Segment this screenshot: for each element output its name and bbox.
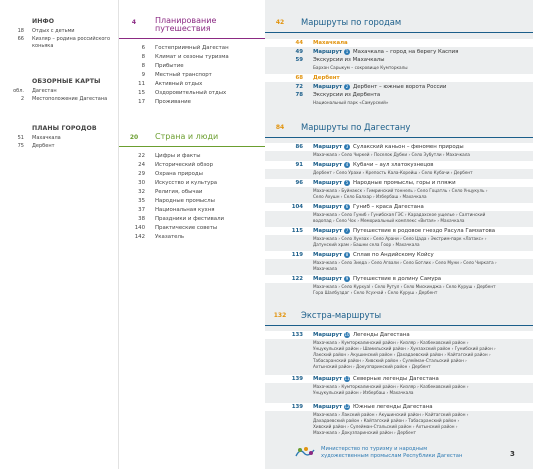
country-item[interactable] [119,233,266,241]
route-number-icon: 7 [345,228,349,233]
item-page: 11 [138,81,145,87]
route-number-icon: 12 [344,404,350,409]
country-item[interactable] [119,215,266,223]
route-band[interactable] [265,375,533,383]
route-label: Маршрут [313,404,343,410]
route-page: 122 [291,276,303,282]
route-title-wrap [265,331,533,339]
route-title: Экскурсии из Дербента [313,92,381,98]
route-title: Кубачи – аул златокузнецов [353,162,434,168]
item-text: Прибытие [155,63,184,69]
route-label: Маршрут [313,332,343,338]
info-item-text: Отдых с детьми [32,28,75,34]
route-page: 91 [295,162,303,168]
route-label: Маршрут [313,49,343,55]
route-stops: Лакский район › Акушинский район › Дахадаевский район › Кайтагский район › [313,352,491,357]
route-title: Сулакский каньон – феномен природы [353,144,464,150]
planning-title-line2: путешествия [155,24,211,34]
planning-title [155,17,216,34]
extreme-page-number: 132 [273,312,287,319]
item-page: 37 [138,207,145,213]
route-page: 104 [291,204,303,210]
route-title: Гуниб – краса Дагестана [353,204,424,210]
sidebar-index [0,0,118,469]
route-title-wrap [265,179,533,187]
route-title: Путешествие в родовое гнездо Расула Гамзатова [353,228,496,234]
country-header[interactable] [119,133,266,145]
info-item-page: 66 [17,36,24,42]
planning-item[interactable] [119,98,266,106]
city-plan-text: Дербент [32,143,55,149]
planning-title-line1: Планирование [155,16,217,25]
route-title: Дербент – южные ворота России [353,84,447,90]
route-band[interactable] [265,251,533,259]
maps-heading: ОБЗОРНЫЕ КАРТЫ [32,78,101,85]
ministry-name [321,446,491,459]
route-item[interactable] [265,56,533,64]
route-stops: Национальный парк «Самурский» [313,100,389,105]
route-stops: Табасаранский район › Хивский район › Сулейман-Стальский район › [313,358,467,363]
route-label: Маршрут [313,376,343,382]
route-number-icon: 9 [345,276,349,281]
dagestan-page-number: 84 [275,124,285,131]
route-stops: Махачкала › Лакский район › Акушинский район › Кайтагский район › [313,412,469,417]
route-stops: Унцукульский район › Шамильский район › Хунзахский район › Гунибский район › [313,346,496,351]
item-page: 8 [141,54,145,60]
route-title-wrap [265,403,533,411]
planning-section [119,18,266,38]
route-stops: Махачкала › Село Гуниб › Гунибская ГЭС › Карадахское ущелье › Салтинский [313,212,486,217]
route-stops: Бархан Сарыкум – сокровище Кумторкалы [313,65,408,70]
item-text: Национальная кухня [155,207,215,213]
route-band[interactable] [265,203,533,211]
planning-divider [119,38,266,39]
route-title: Махачкала – город на берегу Каспия [353,49,459,55]
item-text: Народные промыслы [155,198,215,204]
country-item[interactable] [119,161,266,169]
route-stops: Махачкала › Кумторкалинский район › Кизляр › Казбековский район › [313,340,469,345]
route-number-icon: 11 [344,376,350,381]
country-page-number: 20 [129,134,139,141]
item-page: 29 [138,171,145,177]
route-stops: водопад › Село Чох › Мемориальный комплекс «Витая» › Махачкала [313,218,465,223]
item-page: 35 [138,198,145,204]
route-title: Легенды Дагестана [353,332,410,338]
country-item[interactable] [119,179,266,187]
city-page: 44 [295,40,303,46]
city-plan-page: 75 [17,143,24,149]
page-number: 3 [510,450,515,458]
route-label: Маршрут [313,252,343,258]
route-stops: Гора Шалбуздаг › Село Усухчай › Село Куруш › Дербент [313,290,438,295]
extreme-title: Экстра-маршруты [301,310,382,320]
country-item[interactable] [119,206,266,214]
planning-page-number: 4 [131,19,137,26]
route-title-wrap [265,275,533,283]
route-page: 78 [295,92,303,98]
country-section [119,133,266,145]
route-page: 59 [295,57,303,63]
route-band[interactable] [265,143,533,151]
cities-page-number: 42 [275,19,285,26]
item-text: Охрана природы [155,171,203,177]
route-number-icon: 6 [345,204,349,209]
route-number-icon: 4 [345,162,349,167]
planning-item[interactable] [119,71,266,79]
info-heading: ИНФО [32,18,55,25]
ministry-name-line1: Министерство по туризму и народным [321,446,428,452]
planning-header[interactable] [119,18,266,38]
extreme-header[interactable] [265,309,533,323]
route-stops: Махачкала › Село Зиеда › Село Агвали › Село Ботлих › Село Муни › Село Чирката › [313,260,497,265]
item-text: Религия, обычаи [155,189,203,195]
route-page: 133 [291,332,303,338]
item-page: 22 [138,153,145,159]
city-name: Махачкала [313,40,348,46]
city-name: Дербент [313,75,340,81]
item-text: Климат и сезоны туризма [155,54,229,60]
item-text: Исторический обзор [155,162,214,168]
item-page: 9 [141,72,145,78]
route-title: Народные промыслы, горы и пляжи [353,180,456,186]
route-band[interactable] [265,275,533,283]
planning-column [118,0,265,469]
planning-item[interactable] [119,53,266,61]
route-label: Маршрут [313,204,343,210]
item-page: 32 [138,189,145,195]
extreme-divider [265,325,533,326]
route-label: Маршрут [313,180,343,186]
city-band-makhachkala[interactable] [265,39,533,47]
route-band[interactable] [265,331,533,339]
route-stops: Дахадаевский район › Кайтагский район › Табасаранский район › [313,418,460,423]
maps-item-page: обл. [13,88,24,94]
route-item[interactable] [265,91,533,99]
route-stops: Махачкала › Село Хунзах › Село Арани › Село Цада › Экстрим-парк «Латакс» › [313,236,487,241]
item-page: 142 [134,234,145,240]
maps-item-text: Местоположение Дагестана [32,96,108,102]
route-band[interactable] [265,179,533,187]
route-title-wrap [265,251,533,259]
city-page: 68 [295,75,303,81]
route-page: 86 [295,144,303,150]
city-band-derbent[interactable] [265,74,533,82]
route-title-wrap [265,203,533,211]
planning-item[interactable] [119,89,266,97]
route-number-icon: 2 [345,84,349,89]
info-item-text: Кизляр – родина российского коньяка [32,36,111,49]
route-page: 139 [291,404,303,410]
item-text: Цифры и факты [155,153,201,159]
route-band[interactable] [265,161,533,169]
route-stops: Махачкала [313,266,338,271]
route-title: Северные легенды Дагестана [353,376,439,382]
route-title-wrap [265,375,533,383]
route-stops: Унцукульский район › Избербаш › Махачкала [313,390,414,395]
item-text: Праздники и фестивали [155,216,225,222]
route-title-wrap [265,161,533,169]
item-text: Местный транспорт [155,72,212,78]
item-text: Проживание [155,99,191,105]
planning-item[interactable] [119,62,266,70]
maps-item-page: 2 [20,96,24,102]
route-stops: Махачкала › Буйнакск › Гимринский тоннель › Село Гоцатль › Село Унцукуль › [313,188,488,193]
cities-title: Маршруты по городам [301,17,402,27]
country-item[interactable] [119,224,266,232]
cities-divider [265,32,533,33]
city-plan-text: Махачкала [32,135,61,141]
item-page: 8 [141,63,145,69]
route-band[interactable] [265,403,533,411]
item-page: 30 [138,180,145,186]
route-title: Путешествие в долину Самура [353,276,442,282]
ministry-name-line2: художественным промыслам Республики Дагестан [321,452,463,459]
item-text: Практические советы [155,225,218,231]
item-page: 38 [138,216,145,222]
country-divider [119,146,266,147]
cities-header[interactable] [265,16,533,30]
route-page: 115 [291,228,303,234]
route-stops: Ахтынский район › Докузпаринский район › Дербент [313,364,431,369]
route-number-icon: 1 [345,49,349,54]
route-label: Маршрут [313,84,343,90]
route-title: Экскурсии из Махачкалы [313,57,385,63]
city-plans-heading: ПЛАНЫ ГОРОДОВ [32,125,97,132]
route-stops: Село Ахушн › Село Балхар › Избербаш › Махачкала [313,194,427,199]
item-text: Активный отдых [155,81,203,87]
ministry-logo-icon [295,445,315,459]
route-item[interactable] [265,48,533,56]
country-item[interactable] [119,197,266,205]
dagestan-header[interactable] [265,121,533,135]
route-title-wrap [265,143,533,151]
route-stops: Махачкала › Докузпаринский район › Дербент [313,430,416,435]
item-page: 15 [138,90,145,96]
route-stops: Хивский район › Сулейман-Стальский район › Ахтынский район › [313,424,458,429]
maps-item-text: Дагестан [32,88,57,94]
country-title: Страна и люди [155,132,219,141]
item-text: Оздоровительный отдых [155,90,227,96]
route-label: Маршрут [313,228,343,234]
country-item[interactable] [119,170,266,178]
country-item[interactable] [119,152,266,160]
item-page: 24 [138,162,145,168]
route-title: Сплав по Андийскому Койсу [353,252,434,258]
route-label: Маршрут [313,144,343,150]
item-page: 17 [138,99,145,105]
route-page: 72 [295,84,303,90]
route-page: 139 [291,376,303,382]
route-label: Маршрут [313,162,343,168]
item-page: 6 [141,45,145,51]
routes-column [265,0,533,469]
route-title: Южные легенды Дагестана [353,404,433,410]
city-plan-page: 51 [17,135,24,141]
route-stops: Махачкала › Село Чиркей › Поселок Дубки › Село Зубутли › Махачкала [313,152,470,157]
route-item[interactable] [265,83,533,91]
item-text: Указатель [155,234,185,240]
route-stops: Дербент › Село Урахи › Крепость Кала-Корейш › Село Кубачи › Дербент [313,170,473,175]
route-label: Маршрут [313,276,343,282]
item-page: 140 [134,225,145,231]
route-title-wrap [265,227,533,235]
route-band[interactable] [265,227,533,235]
item-text: Искусство и культура [155,180,218,186]
route-number-icon: 3 [345,144,349,149]
route-page: 96 [295,180,303,186]
planning-item[interactable] [119,44,266,52]
item-text: Гостеприимный Дагестан [155,45,229,51]
planning-item[interactable] [119,80,266,88]
route-page: 49 [295,49,303,55]
info-item-page: 18 [17,28,24,34]
route-stops: Махачкала › Кумторкалинский район › Кизляр › Казбековский район › [313,384,469,389]
route-stops: Махачкала › Село Курхуаl › Село Рутул › Село Мискинджа › Село Куруш › Дербент [313,284,496,289]
route-number-icon: 10 [344,332,350,337]
country-item[interactable] [119,188,266,196]
route-stops: Датунский храм › Башни села Гоор › Махачкала [313,242,420,247]
route-number-icon: 5 [345,180,349,185]
dagestan-divider [265,137,533,138]
route-number-icon: 8 [345,252,349,257]
route-page: 119 [291,252,303,258]
dagestan-title: Маршруты по Дагестану [301,122,411,132]
